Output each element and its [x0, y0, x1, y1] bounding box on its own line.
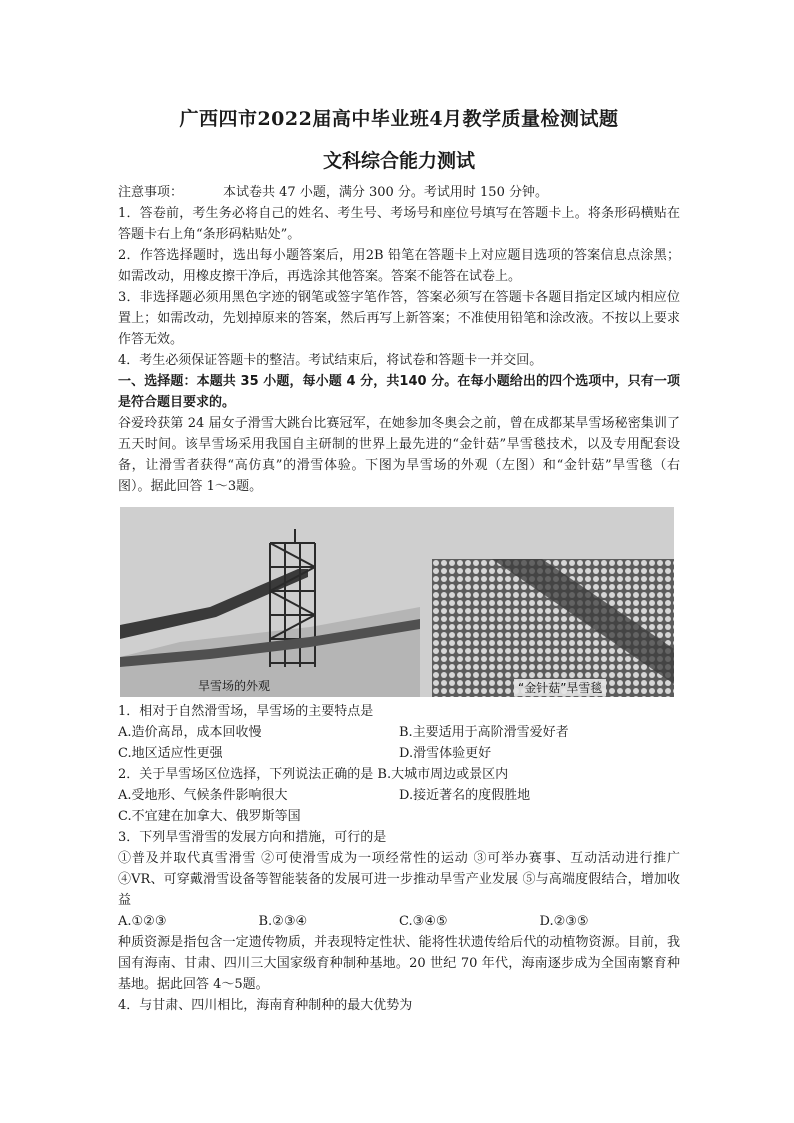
passage-2: 种质资源是指包含一定遗传物质，并表现特定性状、能将性状遗传给后代的动植物资源。目前，我国有海南、甘肃、四川三大国家级育种制种基地。20 世纪 70 年代，海南逐步成为全国南繁育种基地。据此回答 4～5题。 — [118, 935, 680, 992]
notice-item-1: 1．答卷前，考生务必将自己的姓名、考生号、考场号和座位号填写在答题卡上。将条形码横贴在答题卡右上角“条形码粘贴处”。 — [118, 206, 680, 242]
notice-item-4: 4．考生必须保证答题卡的整洁。考试结束后，将试卷和答题卡一并交回。 — [118, 353, 543, 368]
section-heading: 一、选择题：本题共 35 小题，每小题 4 分，共140 分。在每小题给出的四个选项中，只有一项是符合题目要求的。 — [118, 374, 680, 410]
ski-slope-structure-icon — [120, 507, 420, 697]
q1-stem: 1．相对于自然滑雪场，旱雪场的主要特点是 — [118, 704, 374, 719]
q3-statements: ①普及并取代真雪滑雪 ②可使滑雪成为一项经常性的运动 ③可举办赛事、互动活动进行推广 ④VR、可穿戴滑雪设备等智能装备的发展可进一步推动旱雪产业发展 ⑤与高端度假结合，增加收益 — [118, 851, 680, 908]
left-figure-caption: 旱雪场的外观 — [198, 679, 271, 693]
q2-option-a: A.受地形、气候条件影响很大 — [118, 788, 288, 803]
mat-texture-icon — [432, 559, 674, 697]
q2-options-row — [118, 785, 680, 806]
exam-page — [118, 104, 680, 1016]
q3-options-row — [118, 911, 680, 932]
exam-subtitle: 文科综合能力测试 — [322, 150, 475, 172]
mushroom-mat-photo — [432, 559, 674, 697]
q1-option-d: D.滑雪体验更好 — [399, 746, 492, 761]
q1-options-row2 — [118, 743, 680, 764]
notice-item-3: 3．非选择题必须用黑色字迹的钢笔或签字笔作答，答案必须写在答题卡各题目指定区域内相应位置上；如需改动，先划掉原来的答案，然后再写上新答案；不准使用铅笔和涂改液。不按以上要求作答无效。 — [118, 290, 680, 347]
q1-option-a: A.造价高昂，成本回收慢 — [118, 725, 262, 740]
ski-slope-photo — [120, 507, 420, 697]
passage-1: 谷爱玲获第 24 届女子滑雪大跳台比赛冠军，在她参加冬奥会之前，曾在成都某旱雪场秘密集训了五天时间。该旱雪场采用我国自主研制的世界上最先进的“金针菇”旱雪毯技术，以及专用配套设备，让滑雪者获得“高仿真”的滑雪体验。下图为旱雪场的外观（左图）和“金针菇”旱雪毯（右图）。据此回答 1～3题。 — [118, 416, 680, 494]
figure-panel — [120, 507, 674, 697]
notice-item-2: 2．作答选择题时，选出每小题答案后，用2B 铅笔在答题卡上对应题目选项的答案信息点涂黑；如需改动，用橡皮擦干净后，再选涂其他答案。答案不能答在试卷上。 — [118, 248, 680, 284]
exam-title: 广西四市2022届高中毕业班4月教学质量检测试题 — [179, 108, 619, 130]
q3-option-b: B.②③④ — [258, 914, 308, 929]
q3-stem: 3．下列旱雪滑雪的发展方向和措施，可行的是 — [118, 830, 387, 845]
notice-label: 注意事项： — [118, 185, 184, 200]
q3-option-c: C.③④⑤ — [399, 914, 448, 929]
q3-option-a: A.①②③ — [118, 914, 167, 929]
notice-summary: 本试卷共 47 小题，满分 300 分。考试用时 150 分钟。 — [223, 185, 548, 200]
q3-option-d: D.②③⑤ — [539, 914, 589, 929]
q2-option-c: C.不宜建在加拿大、俄罗斯等国 — [118, 809, 301, 824]
q1-option-b: B.主要适用于高阶滑雪爱好者 — [399, 725, 569, 740]
q2-option-b: B.大城市周边或景区内 — [377, 767, 509, 782]
q2-stem: 2．关于旱雪场区位选择，下列说法正确的是 — [118, 767, 374, 782]
notice-summary-line — [118, 182, 680, 203]
q2-stem-line — [118, 764, 680, 785]
right-figure-caption: “金针菇”旱雪毯 — [514, 679, 606, 696]
q2-option-d: D.接近著名的度假胜地 — [399, 788, 531, 803]
q1-options-row1 — [118, 722, 680, 743]
q1-option-c: C.地区适应性更强 — [118, 746, 223, 761]
q4-stem: 4．与甘肃、四川相比，海南育种制种的最大优势为 — [118, 998, 413, 1013]
